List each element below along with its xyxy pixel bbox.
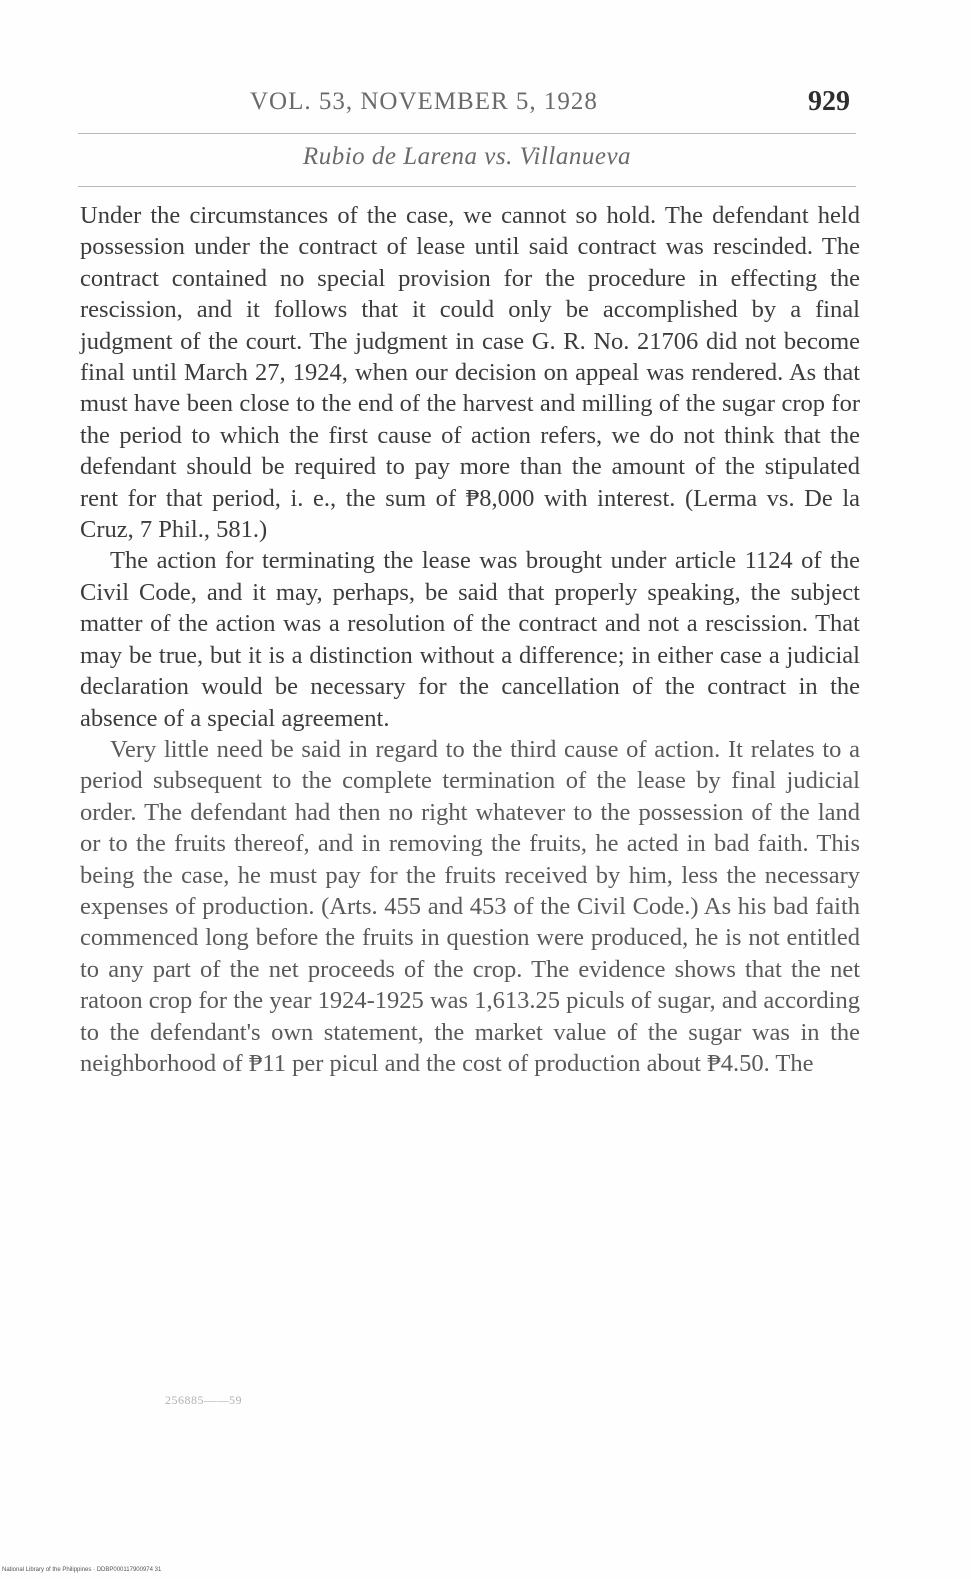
- header-rule-top: [78, 133, 856, 134]
- paragraph: Very little need be said in regard to the third cause of action. It relates to a period subsequent to the complete termination of the lease by final judicial order. The defendant had then no right whatever to the possession of the land or to the fruits thereof, and in removing the fruits, he acted in bad faith. This being the case, he must pay for the fruits received by him, less the necessary expenses of production. (Arts. 455 and 453 of the Civil Code.) As his bad faith commenced long before the fruits in question were produced, he is not entitled to any part of the net proceeds of the crop. The evidence shows that the net ratoon crop for the year 1924-1925 was 1,613.25 piculs of sugar, and according to the defendant's own statement, the market value of the sugar was in the neighborhood of ₱11 per picul and the cost of production about ₱4.50. The: [80, 735, 860, 1077]
- paragraph: Under the circumstances of the case, we cannot so hold. The defendant held possession under the contract of lease until said contract was rescinded. The contract contained no special provision for the procedure in effecting the rescission, and it follows that it could only be accomplished by a final judgment of the court. The judgment in case G. R. No. 21706 did not become final until March 27, 1924, when our decision on appeal was rendered. As that must have been close to the end of the harvest and milling of the sugar crop for the period to which the first cause of action refers, we do not think that the defendant should be required to pay more than the amount of the stipulated rent for that period, i. e., the sum of ₱8,000 with interest. (Lerma vs. De la Cruz, 7 Phil., 581.): [80, 202, 860, 544]
- header-rule-bottom: [78, 186, 856, 187]
- body-text: [80, 200, 860, 1079]
- case-title: Rubio de Larena vs. Villanueva: [302, 143, 632, 170]
- print-code: 256885——59: [165, 1393, 242, 1407]
- paragraph: The action for terminating the lease was brought under article 1124 of the Civil Code, and it may, perhaps, be said that properly speaking, the subject matter of the action was a resolution of the contract and not a rescission. That may be true, but it is a distinction without a difference; in either case a judicial declaration would be necessary for the cancellation of the contract in the absence of a special agreement.: [80, 547, 860, 732]
- source-note: National Library of the Philippines · DDBP000117900974 31: [2, 1567, 162, 1573]
- page-number: 929: [808, 86, 850, 117]
- running-head: VOL. 53, NOVEMBER 5, 1928: [250, 88, 598, 115]
